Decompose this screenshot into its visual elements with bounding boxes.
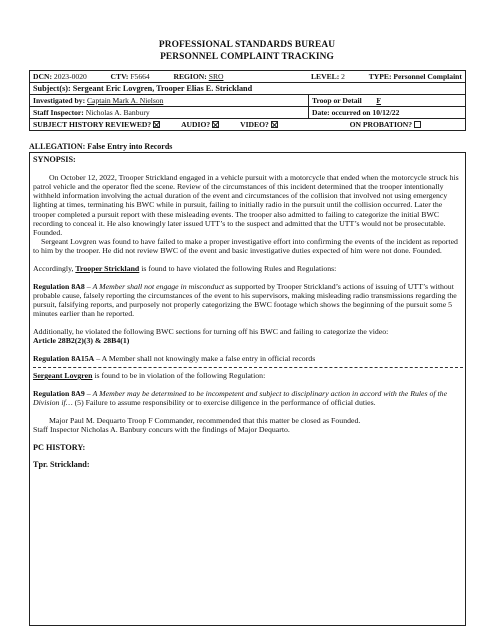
video-checkbox[interactable] [271, 121, 278, 128]
accordingly-paragraph [33, 264, 463, 273]
reg2-rest: – A Member shall not knowingly make a false entry in official records [94, 353, 316, 363]
reg1-rest: as supported by Trooper Strickland’s actions of issuing of UTT’s without probable cause, falsely reporting the circumstances of the event to his supervisors, making misleading radio transmissions regarding the pursuit, falsifying reports, and purposely not properly categorizing the BWC footage which shows the beginning of the pursuit some 5 minutes earlier than he reported. [33, 281, 457, 319]
regulation-8a15a [33, 354, 463, 363]
date-label: Date: occurred on [312, 108, 371, 117]
staff-value: Nicholas A. Banbury [85, 108, 150, 117]
acc-post: is found to have violated the following Rules and Regulations: [139, 264, 337, 274]
staff-cell [30, 107, 309, 119]
checks-cell [30, 119, 466, 131]
audio-check [181, 119, 219, 130]
article-line: Article 28B2(2)(3) & 28B4(1) [33, 336, 130, 346]
region-label: REGION: [173, 72, 207, 81]
level-value: 2 [341, 72, 345, 81]
dcn [33, 71, 87, 82]
findings-box [29, 152, 466, 626]
meta-row-ids [30, 71, 466, 83]
reg1-dash: – [84, 281, 93, 291]
closing-recommendation: Major Paul M. Dequarto Troop F Commander, recommended that this matter be closed as Founded. [49, 415, 361, 425]
history-label: SUBJECT HISTORY REVIEWED? [33, 120, 152, 129]
probation-label: ON PROBATION? [349, 120, 413, 129]
video-check [240, 119, 278, 130]
trooper-history-label: Tpr. Strickland: [33, 460, 90, 470]
history-check [33, 119, 160, 130]
troop-value: F [376, 96, 381, 105]
trooper-name: Trooper Strickland [75, 264, 140, 274]
audio-label: AUDIO? [181, 120, 211, 129]
type-value: Personnel Complaint [393, 72, 462, 81]
history-checkbox[interactable] [153, 121, 160, 128]
region-value: SRO [208, 72, 224, 81]
synopsis-heading: SYNOPSIS: [33, 155, 76, 164]
complaint-meta-table [29, 70, 466, 131]
lovgren-paragraph [33, 371, 463, 380]
sergeant-name: Sergeant Lovgren [33, 371, 93, 381]
synopsis-paragraph-2: Sergeant Lovgren was found to have failed to make a proper investigative effort into confirming the events of the incident as reported to him by the trooper. He did not review BWC of the event and basic investigative duties expected of him were not done. Founded. [33, 237, 458, 256]
closing-concurrence: Staff Inspector Nicholas A. Banbury concurs with the findings of Major Dequarto. [33, 424, 290, 434]
meta-row-investigator [30, 95, 466, 107]
ctv [111, 71, 150, 82]
video-label: VIDEO? [240, 120, 269, 129]
troop-label: Troop or Detail [312, 96, 362, 105]
lovgren-rest: is found to be in violation of the following Regulation: [92, 371, 266, 381]
allegation: ALLEGATION: False Entry into Records [29, 142, 173, 151]
level-label: LEVEL: [310, 72, 340, 81]
findings-content [33, 155, 463, 470]
investigated-label: Investigated by: [33, 96, 86, 105]
investigated-cell [30, 95, 309, 107]
form-title: PERSONNEL COMPLAINT TRACKING [160, 52, 334, 62]
reg2-label: Regulation 8A15A [33, 353, 95, 363]
dcn-label: DCN: [33, 72, 52, 81]
meta-row-subjects [30, 83, 466, 95]
meta-row-inspector [30, 107, 466, 119]
dcn-value: 2023-0020 [53, 72, 87, 81]
probation-checkbox[interactable] [414, 121, 421, 128]
reg3-label: Regulation 8A9 [33, 388, 85, 398]
acc-pre: Accordingly, [33, 264, 76, 274]
subjects-cell [30, 83, 466, 95]
subjects-label: Subject(s): [33, 84, 71, 93]
regulation-8a9 [33, 389, 463, 407]
synopsis-paragraph-1: On October 12, 2022, Trooper Strickland engaged in a vehicle pursuit with a motorcycle that ended when the motorcycle struck his patrol vehicle and the operator fled the scene. Review of the circumstances of this incident determined that the trooper intentionally withheld information involving the actual duration of the event and circumstances of the collision that involved not using emergency lighting at times, terminating his BWC while in pursuit, failing to initially radio in the pursuit until the collision occurred. Later the trooper completed a pursuit report with these misleading events. The trooper also admitted to failing to categorize the initial BWC recording to conceal it. He also knowingly later issued UTT’s to the suspect and admitted that the UTT’s would not be prosecutable. Founded. [33, 172, 459, 237]
reg1-label: Regulation 8A8 [33, 281, 85, 291]
probation-check [350, 119, 422, 130]
reg3-italic: A Member may be determined to be incompetent and subject to disciplinary action in accord with the Rules of the Division if… [33, 388, 448, 408]
subjects-value: Sergeant Eric Lovgren, Trooper Elias E. Strickland [72, 84, 253, 93]
pc-history-heading: PC HISTORY: [33, 442, 86, 452]
meta-row-checks [30, 119, 466, 131]
section-divider [33, 367, 463, 368]
date-value: 10/12/22 [372, 108, 400, 117]
investigated-value: Captain Mark A. Nielson [87, 96, 164, 105]
troop-cell [309, 95, 466, 107]
date-cell [309, 107, 466, 119]
bureau-title: PROFESSIONAL STANDARDS BUREAU [158, 40, 336, 50]
audio-checkbox[interactable] [212, 121, 219, 128]
ctv-value: F5664 [130, 72, 150, 81]
reg1-italic: A Member shall not engage in misconduct [92, 281, 225, 291]
type-label: TYPE: [368, 72, 392, 81]
staff-label: Staff Inspector: [33, 108, 84, 117]
type [369, 71, 462, 82]
reg3-rest: (5) Failure to assume responsibility or to exercise diligence in the performance of official duties. [72, 398, 376, 408]
meta-id-cell [30, 71, 466, 83]
level [311, 71, 345, 82]
region [173, 71, 223, 82]
ctv-label: CTV: [110, 72, 129, 81]
regulation-8a8 [33, 282, 463, 319]
additionally-paragraph: Additionally, he violated the following BWC sections for turning off his BWC and failing to categorize the video: [33, 327, 389, 337]
reg3-dash: – [84, 388, 93, 398]
